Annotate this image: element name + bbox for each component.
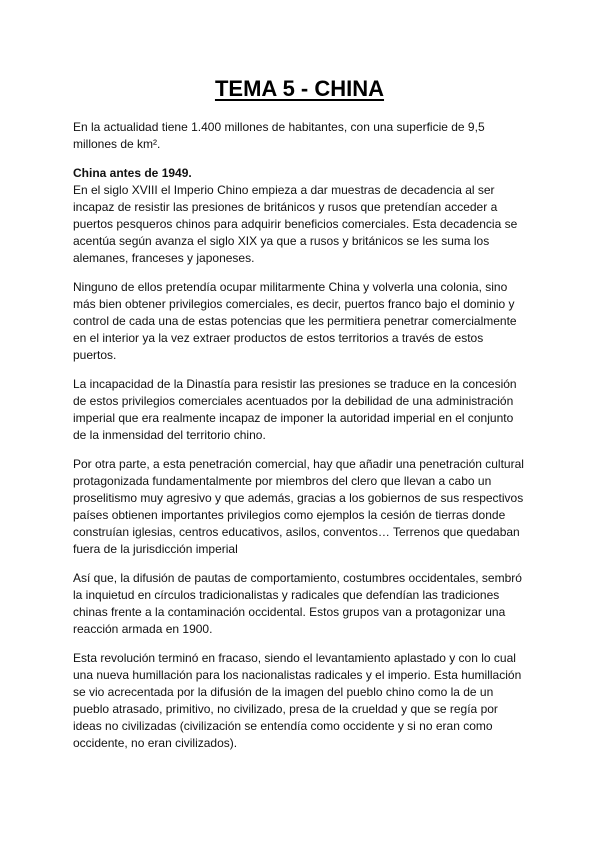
paragraph-line: fuera de la jurisdicción imperial xyxy=(73,542,238,556)
section-paragraph xyxy=(73,279,533,364)
paragraph-line: se vio acrecentada por la difusión de la imagen del pueblo chino como la de un xyxy=(73,685,494,699)
section-paragraph xyxy=(73,650,533,752)
paragraph-line: chinas frente a la contaminación occidental. Estos grupos van a protagonizar una xyxy=(73,605,506,619)
paragraph-line: puertos. xyxy=(73,348,117,362)
intro-paragraph xyxy=(73,119,533,153)
paragraph-line: de estos privilegios comerciales acentuados por la debilidad de una administración xyxy=(73,394,514,408)
paragraph-line: reacción armada en 1900. xyxy=(73,622,213,636)
paragraph-line: incapaz de resistir las presiones de británicos y rusos que pretendían acceder a xyxy=(73,200,498,214)
section-paragraph xyxy=(73,570,533,638)
paragraph-line: Ninguno de ellos pretendía ocupar militarmente China y volverla una colonia, sino xyxy=(73,280,508,294)
paragraph-line: En la actualidad tiene 1.400 millones de habitantes, con una superficie de 9,5 xyxy=(73,120,485,134)
paragraph-line: millones de km². xyxy=(73,137,161,151)
paragraph-line: una nueva humillación para los nacionalistas radicales y el imperio. Esta humillación xyxy=(73,668,522,682)
paragraph-line: países obtienen importantes privilegios como ejemplos la cesión de tierras donde xyxy=(73,508,506,522)
paragraph-line: construían iglesias, centros educativos, asilos, conventos… Terrenos que quedaban xyxy=(73,525,520,539)
paragraph-line: Por otra parte, a esta penetración comercial, hay que añadir una penetración cultural xyxy=(73,457,524,471)
paragraph-line: Esta revolución terminó en fracaso, siendo el levantamiento aplastado y con lo cual xyxy=(73,651,516,665)
document-body xyxy=(73,119,533,764)
paragraph-line: alemanes, franceses y japoneses. xyxy=(73,251,255,265)
paragraph-line: La incapacidad de la Dinastía para resistir las presiones se traduce en la concesión xyxy=(73,377,517,391)
paragraph-line: occidente, no eran civilizados). xyxy=(73,736,238,750)
paragraph-line: de la inmensidad del territorio chino. xyxy=(73,428,266,442)
paragraph-line: ideas no civilizadas (civilización se entendía como occidente y si no eran como xyxy=(73,719,493,733)
paragraph-line: la inquietud en círculos tradicionalistas y radicales que defendían las tradiciones xyxy=(73,588,500,602)
paragraph-line: puertos pesqueros chinos para adquirir beneficios comerciales. Esta decadencia se xyxy=(73,217,518,231)
section-heading: China antes de 1949. xyxy=(73,166,192,180)
paragraph-line: protagonizada fundamentalmente por miembros del clero que llevan a cabo un xyxy=(73,474,492,488)
section-paragraph xyxy=(73,165,533,267)
section-paragraph xyxy=(73,376,533,444)
paragraph-line: en el interior ya la vez extraer productos de estos territorios a través de estos xyxy=(73,331,484,345)
paragraph-line: imperial que era realmente incapaz de imponer la autoridad imperial en el conjunto xyxy=(73,411,514,425)
paragraph-line: control de cada una de estas potencias que les permitiera penetrar comercialmente xyxy=(73,314,517,328)
paragraph-line: más bien obtener privilegios comerciales, es decir, puertos franco bajo el dominio y xyxy=(73,297,515,311)
paragraph-line: proselitismo muy agresivo y que además, gracias a los gobiernos de sus respectivos xyxy=(73,491,524,505)
section-paragraph xyxy=(73,456,533,558)
document-title: TEMA 5 - CHINA xyxy=(214,76,385,101)
paragraph-line: Así que, la difusión de pautas de comportamiento, costumbres occidentales, sembró xyxy=(73,571,522,585)
paragraph-line: pueblo atrasado, primitivo, no civilizado, presa de la crueldad y que se regía por xyxy=(73,702,498,716)
paragraph-line: acentúa según avanza el siglo XIX ya que a rusos y británicos se les suma los xyxy=(73,234,490,248)
paragraph-line: En el siglo XVIII el Imperio Chino empieza a dar muestras de decadencia al ser xyxy=(73,183,495,197)
